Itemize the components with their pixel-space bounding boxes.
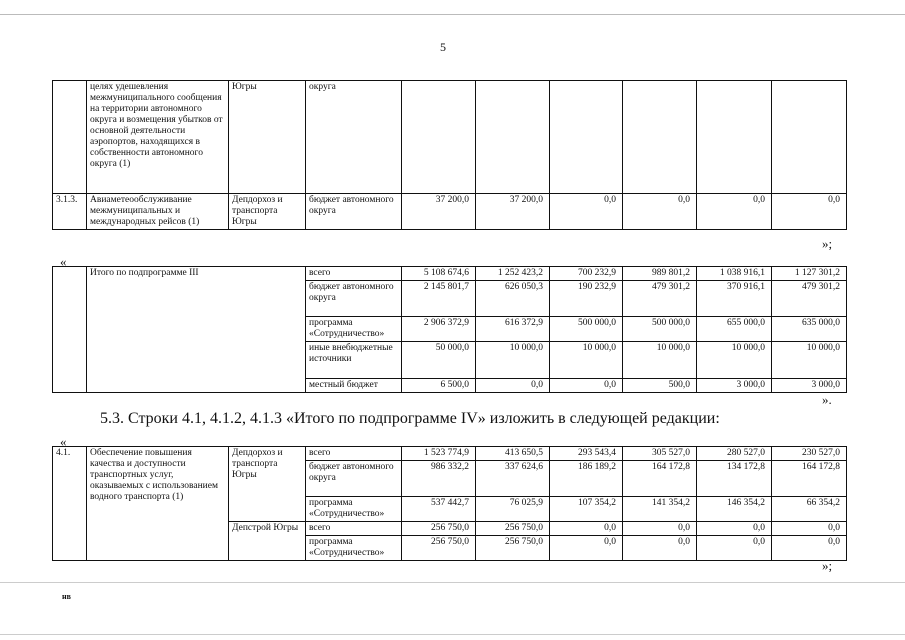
row-number: 4.1.	[53, 447, 87, 561]
value-cell: 256 750,0	[476, 536, 550, 561]
measure-name: Обеспечение повышения качества и доступности транспортных услуг, оказываемых с использованием водного транспорта (1)	[87, 447, 229, 561]
value-cell: 0,0	[623, 194, 697, 230]
closing-quote-mark: »;	[822, 236, 833, 251]
value-cell: 626 050,3	[476, 281, 550, 317]
closing-quote-mark: ».	[822, 392, 832, 407]
value-cell: 190 232,9	[550, 281, 623, 317]
funding-source: бюджет автономного округа	[306, 281, 402, 317]
value-cell: 1 127 301,2	[772, 267, 847, 281]
value-cell: 0,0	[697, 536, 772, 561]
value-cell: 0,0	[550, 379, 623, 393]
value-cell	[402, 81, 476, 194]
value-cell: 655 000,0	[697, 317, 772, 342]
value-cell: 256 750,0	[402, 522, 476, 536]
table-row	[53, 194, 847, 230]
funding-source: всего	[306, 267, 402, 281]
value-cell: 0,0	[476, 379, 550, 393]
value-cell: 256 750,0	[476, 522, 550, 536]
table-row	[53, 447, 847, 461]
value-cell: 0,0	[772, 522, 847, 536]
value-cell: 537 442,7	[402, 497, 476, 522]
value-cell: 293 543,4	[550, 447, 623, 461]
executor: Депстрой Югры	[229, 522, 306, 561]
funding-source: местный бюджет	[306, 379, 402, 393]
closing-quote-mark: »;	[822, 558, 833, 573]
value-cell: 164 172,8	[772, 461, 847, 497]
value-cell: 479 301,2	[772, 281, 847, 317]
value-cell: 989 801,2	[623, 267, 697, 281]
funding-source: бюджет автономного округа	[306, 461, 402, 497]
value-cell: 2 906 372,9	[402, 317, 476, 342]
value-cell: 10 000,0	[697, 342, 772, 379]
table-continuation	[52, 80, 847, 230]
value-cell: 134 172,8	[697, 461, 772, 497]
measure-name: целях удешевления межмуниципального сообщения на территории автономного округа и возмещения убытков от основной деятельности аэропортов, находящихся в собственности автономного округа (1)	[87, 81, 229, 194]
value-cell: 0,0	[623, 536, 697, 561]
value-cell: 50 000,0	[402, 342, 476, 379]
value-cell: 1 038 916,1	[697, 267, 772, 281]
value-cell	[697, 81, 772, 194]
value-cell: 0,0	[772, 194, 847, 230]
value-cell: 986 332,2	[402, 461, 476, 497]
section-heading: 5.3. Строки 4.1, 4.1.2, 4.1.3 «Итого по подпрограмме IV» изложить в следующей редакции:	[100, 410, 720, 427]
value-cell: 0,0	[550, 522, 623, 536]
value-cell: 370 916,1	[697, 281, 772, 317]
funding-source: иные внебюджетные источники	[306, 342, 402, 379]
value-cell: 337 624,6	[476, 461, 550, 497]
funding-source: программа «Сотрудничество»	[306, 497, 402, 522]
row-number: 3.1.3.	[53, 194, 87, 230]
table-row	[53, 81, 847, 194]
value-cell: 3 000,0	[697, 379, 772, 393]
value-cell: 186 189,2	[550, 461, 623, 497]
value-cell: 700 232,9	[550, 267, 623, 281]
executor: Депдорхоз и транспорта Югры	[229, 194, 306, 230]
value-cell: 141 354,2	[623, 497, 697, 522]
value-cell: 500,0	[623, 379, 697, 393]
funding-source: всего	[306, 447, 402, 461]
value-cell: 37 200,0	[402, 194, 476, 230]
value-cell: 413 650,5	[476, 447, 550, 461]
opening-quote-mark: «	[60, 434, 67, 449]
funding-source: программа «Сотрудничество»	[306, 317, 402, 342]
value-cell: 10 000,0	[772, 342, 847, 379]
measure-name: Авиаметеообслуживание межмуниципальных и международных рейсов (1)	[87, 194, 229, 230]
value-cell: 146 354,2	[697, 497, 772, 522]
footer-code: нв	[62, 592, 71, 601]
value-cell: 635 000,0	[772, 317, 847, 342]
value-cell: 164 172,8	[623, 461, 697, 497]
value-cell: 0,0	[550, 536, 623, 561]
value-cell: 256 750,0	[402, 536, 476, 561]
row-number	[53, 81, 87, 194]
executor: Югры	[229, 81, 306, 194]
executor: Депдорхоз и транспорта Югры	[229, 447, 306, 522]
funding-source: округа	[306, 81, 402, 194]
total-label: Итого по подпрограмме III	[87, 267, 306, 393]
value-cell: 500 000,0	[623, 317, 697, 342]
table-subprogram-3-total	[52, 266, 847, 393]
value-cell: 6 500,0	[402, 379, 476, 393]
value-cell: 10 000,0	[550, 342, 623, 379]
value-cell: 305 527,0	[623, 447, 697, 461]
table-row	[53, 267, 847, 281]
value-cell: 500 000,0	[550, 317, 623, 342]
table-subprogram-4-rows	[52, 446, 847, 561]
value-cell: 107 354,2	[550, 497, 623, 522]
value-cell: 66 354,2	[772, 497, 847, 522]
funding-source: всего	[306, 522, 402, 536]
value-cell: 1 252 423,2	[476, 267, 550, 281]
value-cell: 1 523 774,9	[402, 447, 476, 461]
value-cell: 2 145 801,7	[402, 281, 476, 317]
value-cell: 0,0	[697, 522, 772, 536]
scan-top-line	[0, 14, 905, 15]
value-cell: 37 200,0	[476, 194, 550, 230]
scan-bottom-line	[0, 582, 905, 583]
value-cell	[772, 81, 847, 194]
funding-source: программа «Сотрудничество»	[306, 536, 402, 561]
opening-quote-mark: «	[60, 254, 67, 269]
row-number	[53, 267, 87, 393]
value-cell: 5 108 674,6	[402, 267, 476, 281]
value-cell: 3 000,0	[772, 379, 847, 393]
scan-edge-line	[0, 634, 905, 635]
value-cell: 479 301,2	[623, 281, 697, 317]
value-cell	[623, 81, 697, 194]
value-cell: 76 025,9	[476, 497, 550, 522]
value-cell: 0,0	[550, 194, 623, 230]
value-cell	[550, 81, 623, 194]
value-cell	[476, 81, 550, 194]
value-cell: 0,0	[697, 194, 772, 230]
value-cell: 230 527,0	[772, 447, 847, 461]
page-number: 5	[440, 40, 446, 54]
value-cell: 0,0	[623, 522, 697, 536]
value-cell: 10 000,0	[623, 342, 697, 379]
value-cell: 0,0	[772, 536, 847, 561]
value-cell: 10 000,0	[476, 342, 550, 379]
funding-source: бюджет автономного округа	[306, 194, 402, 230]
value-cell: 280 527,0	[697, 447, 772, 461]
value-cell: 616 372,9	[476, 317, 550, 342]
